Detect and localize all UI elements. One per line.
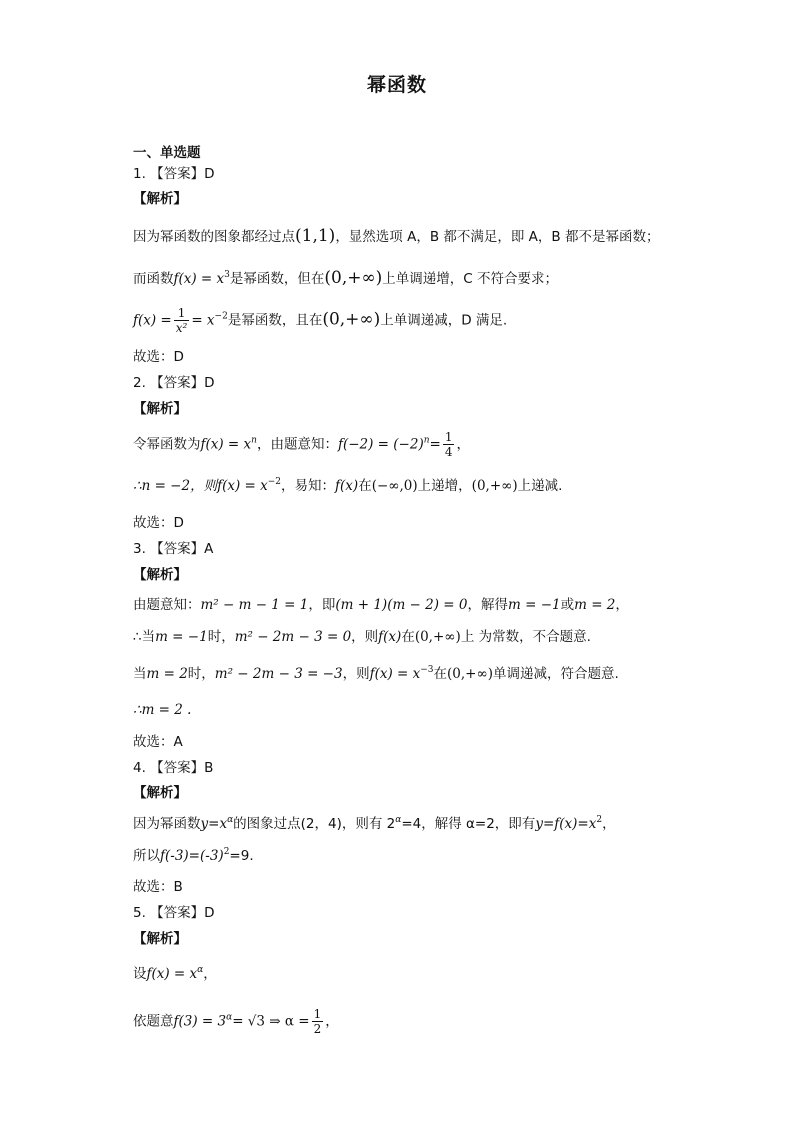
q5-analysis-label: 【解析】 [133, 931, 187, 947]
q1-line-3: f(x) = $\frac{1}{\text{x²}}$ = $x^{-2}$是幂函数，且在(0,+∞)上单调递减，D 满足. [133, 306, 508, 335]
q1-line-2: 而函数$f(x) = x^3$是幂函数，但在(0,+∞)上单调递增，C 不符合要求； [133, 268, 558, 288]
fraction: $\frac{1}{\text{x²}}$ [175, 306, 188, 335]
q3-conclusion: 故选：A [133, 734, 183, 750]
q4-line-2: 所以$f(-3)=(-3)^2=9$. [133, 847, 254, 864]
q3-line-2: ∴当m = −1时，m² − 2m − 3 = 0，则f(x)在(0,+∞)上 为常数，不合题意. [133, 629, 591, 645]
q2-answer: 2. 【答案】D [133, 375, 215, 391]
page-title: 幂函数 [366, 74, 427, 96]
q3-line-1: 由题意知：m² − m − 1 = 1，即(m + 1)(m − 2) = 0，解得m = −1或m = 2， [133, 597, 629, 613]
fraction: $\frac{1}{2}$ [313, 1007, 322, 1036]
q1-conclusion: 故选：D [133, 349, 184, 365]
q4-analysis-label: 【解析】 [133, 785, 187, 801]
q3-line-4: ∴m = 2 . [133, 702, 192, 718]
fraction: $\frac{1}{4}$ [444, 430, 453, 459]
q4-answer: 4. 【答案】B [133, 760, 214, 776]
q4-line-1: 因为幂函数$y=x^\alpha$的图象过点(2，4)，则有 $2^\alpha=4$，解得 α=2，即有$y=f(x)=x^2$， [133, 815, 616, 832]
q1-answer: 1. 【答案】D [133, 166, 215, 182]
q2-line-2: ∴n = −2，则$f(x) = x^{-2}$，易知：f(x)在(−∞,0)上递增，(0,+∞)上递减. [133, 477, 563, 494]
q4-conclusion: 故选：B [133, 879, 183, 895]
section-heading: 一、单选题 [133, 145, 201, 161]
q3-analysis-label: 【解析】 [133, 567, 187, 583]
q1-line-1: 因为幂函数的图象都经过点(1,1)，显然选项 A，B 都不满足，即 A，B 都不是幂函数； [133, 226, 660, 246]
q3-line-3: 当m = 2时，m² − 2m − 3 = −3，则$f(x) = x^{-3}$在(0,+∞)单调递减，符合题意. [133, 665, 619, 682]
q2-line-1: 令幂函数为$f(x) = x^n$，由题意知：$f(-2) = (-2)^n=$ $\frac{1}{4}$ ， [133, 430, 470, 459]
q1-analysis-label: 【解析】 [133, 191, 187, 207]
q3-answer: 3. 【答案】A [133, 541, 214, 557]
q5-answer: 5. 【答案】D [133, 905, 215, 921]
q2-analysis-label: 【解析】 [133, 401, 187, 417]
q5-line-2: 依题意$f(3) = 3^\alpha= √3$ ⇒ α = $\frac{1}{2}$ ， [133, 1007, 339, 1036]
q5-line-1: 设$f(x) = x^\alpha$， [133, 965, 217, 982]
q2-conclusion: 故选：D [133, 515, 184, 531]
